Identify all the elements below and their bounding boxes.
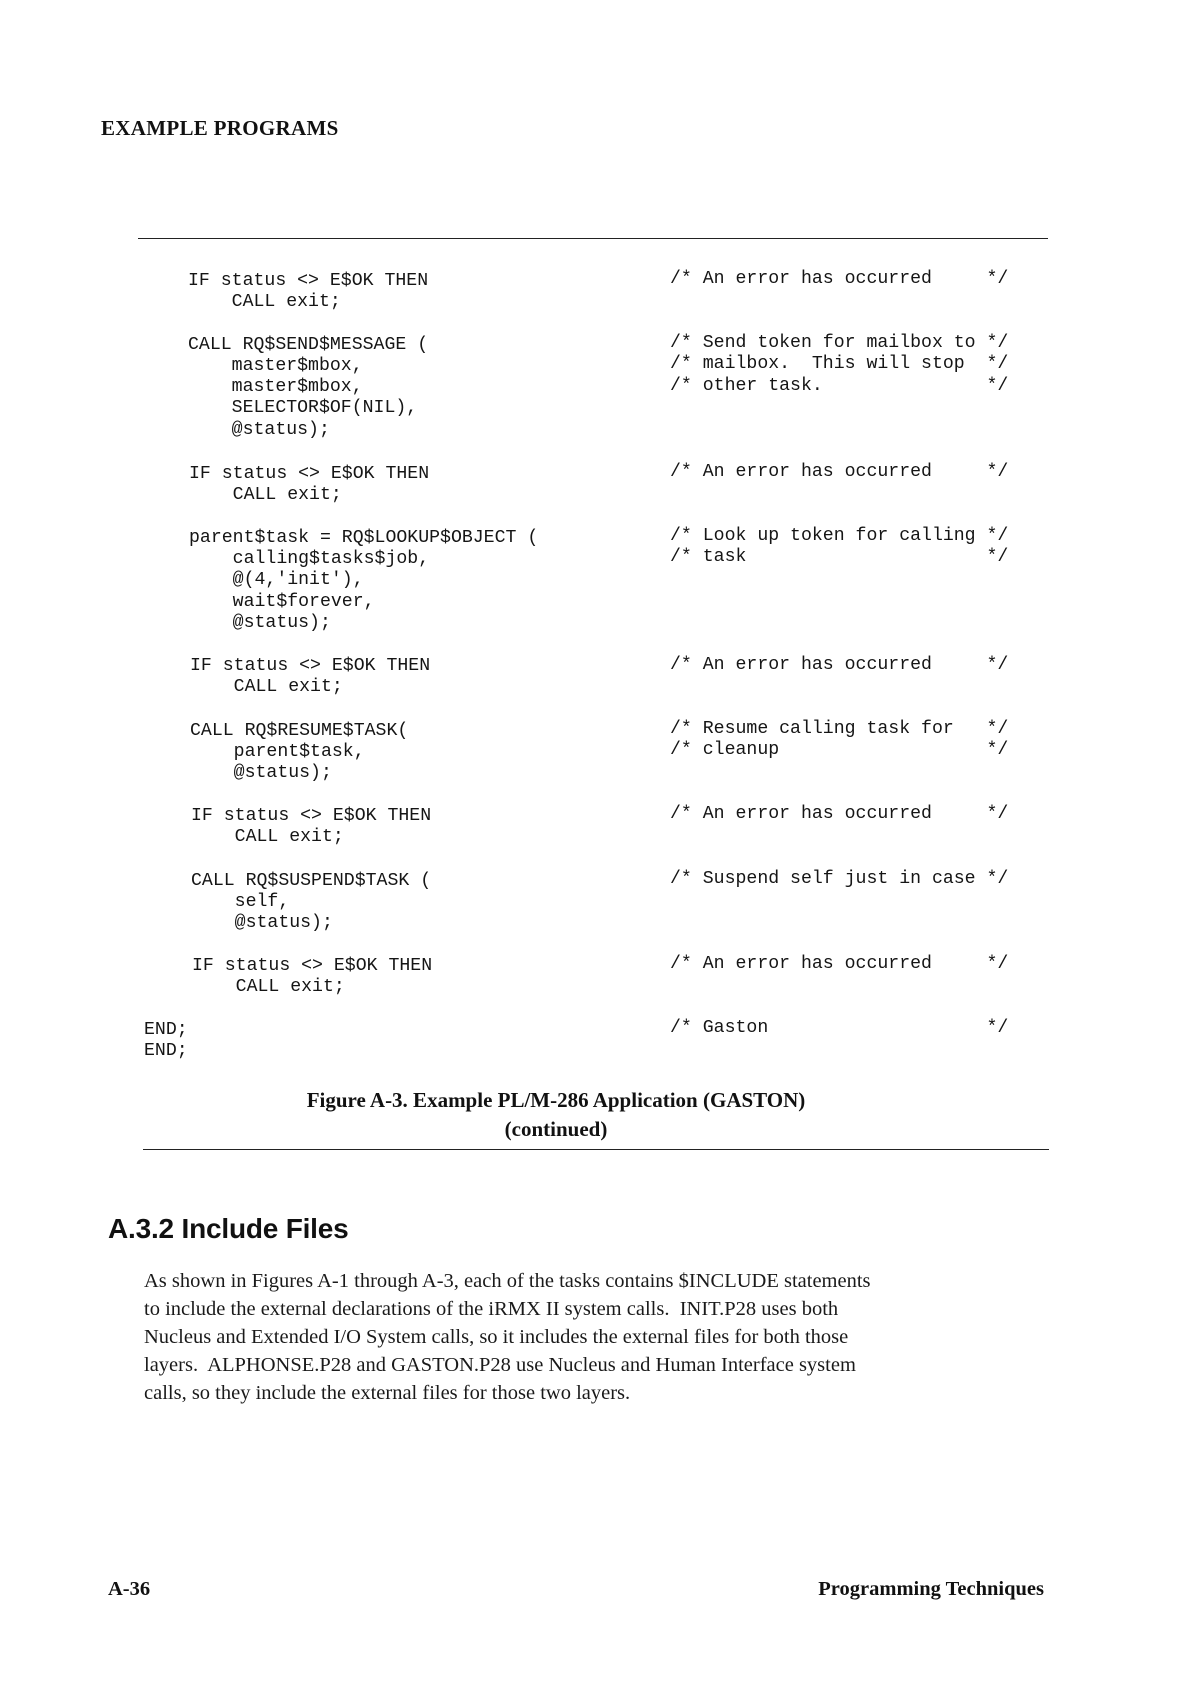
code-comment: /* An error has occurred */ <box>670 269 1009 289</box>
code-line: END; <box>144 1020 188 1040</box>
code-comment: /* Suspend self just in case */ <box>670 869 1009 889</box>
code-line: @status); <box>189 613 331 633</box>
code-line: CALL RQ$SUSPEND$TASK ( <box>191 871 432 891</box>
code-comment: /* An error has occurred */ <box>670 655 1009 675</box>
code-comment: /* Resume calling task for */ <box>670 719 1009 739</box>
code-line: CALL exit; <box>188 292 341 312</box>
code-line: self, <box>191 892 290 912</box>
code-comment: /* Gaston */ <box>670 1018 1009 1038</box>
code-line: CALL exit; <box>191 827 344 847</box>
code-comment: /* mailbox. This will stop */ <box>670 354 1009 374</box>
figure-caption-line1: Figure A-3. Example PL/M-286 Application (GASTON) <box>306 1088 806 1112</box>
code-line: CALL exit; <box>189 485 342 505</box>
paragraph-line: As shown in Figures A-1 through A-3, each of the tasks contains $INCLUDE statements <box>144 1270 871 1292</box>
code-line: wait$forever, <box>189 592 375 612</box>
code-line: IF status <> E$OK THEN <box>190 656 431 676</box>
footer-section-title: Programming Techniques <box>818 1578 1044 1600</box>
running-header: EXAMPLE PROGRAMS <box>101 116 339 140</box>
code-line: IF status <> E$OK THEN <box>191 806 432 826</box>
figure-top-rule <box>138 238 1048 239</box>
code-line: parent$task = RQ$LOOKUP$OBJECT ( <box>189 528 539 548</box>
code-line: @status); <box>191 913 333 933</box>
code-line: @status); <box>188 420 330 440</box>
code-line: @status); <box>190 763 332 783</box>
code-comment: /* An error has occurred */ <box>670 804 1009 824</box>
code-line: IF status <> E$OK THEN <box>188 271 429 291</box>
page-number: A-36 <box>108 1578 151 1600</box>
code-comment: /* cleanup */ <box>670 740 1009 760</box>
code-line: parent$task, <box>190 742 365 762</box>
paragraph-line: Nucleus and Extended I/O System calls, so it includes the external files for both those <box>144 1326 849 1348</box>
code-comment: /* task */ <box>670 547 1009 567</box>
code-line: CALL exit; <box>190 677 343 697</box>
code-line: CALL exit; <box>192 977 345 997</box>
figure-bottom-rule <box>143 1149 1049 1150</box>
code-line: SELECTOR$OF(NIL), <box>188 398 418 418</box>
code-line: IF status <> E$OK THEN <box>192 956 433 976</box>
figure-caption-line2: (continued) <box>504 1117 608 1141</box>
code-line: IF status <> E$OK THEN <box>189 464 430 484</box>
code-line: master$mbox, <box>188 377 363 397</box>
code-line: master$mbox, <box>188 356 363 376</box>
code-line: END; <box>144 1041 188 1061</box>
code-comment: /* An error has occurred */ <box>670 954 1009 974</box>
paragraph-line: calls, so they include the external files for those two layers. <box>144 1382 631 1404</box>
code-comment: /* other task. */ <box>670 376 1009 396</box>
code-comment: /* Look up token for calling */ <box>670 526 1009 546</box>
paragraph-line: to include the external declarations of the iRMX II system calls. INIT.P28 uses both <box>144 1298 839 1320</box>
code-line: CALL RQ$RESUME$TASK( <box>190 721 409 741</box>
code-line: CALL RQ$SEND$MESSAGE ( <box>188 335 429 355</box>
section-heading: A.3.2 Include Files <box>108 1213 349 1244</box>
code-line: calling$tasks$job, <box>189 549 430 569</box>
code-line: @(4,'init'), <box>189 570 364 590</box>
code-comment: /* Send token for mailbox to */ <box>670 333 1009 353</box>
paragraph-line: layers. ALPHONSE.P28 and GASTON.P28 use Nucleus and Human Interface system <box>144 1354 856 1376</box>
code-comment: /* An error has occurred */ <box>670 462 1009 482</box>
